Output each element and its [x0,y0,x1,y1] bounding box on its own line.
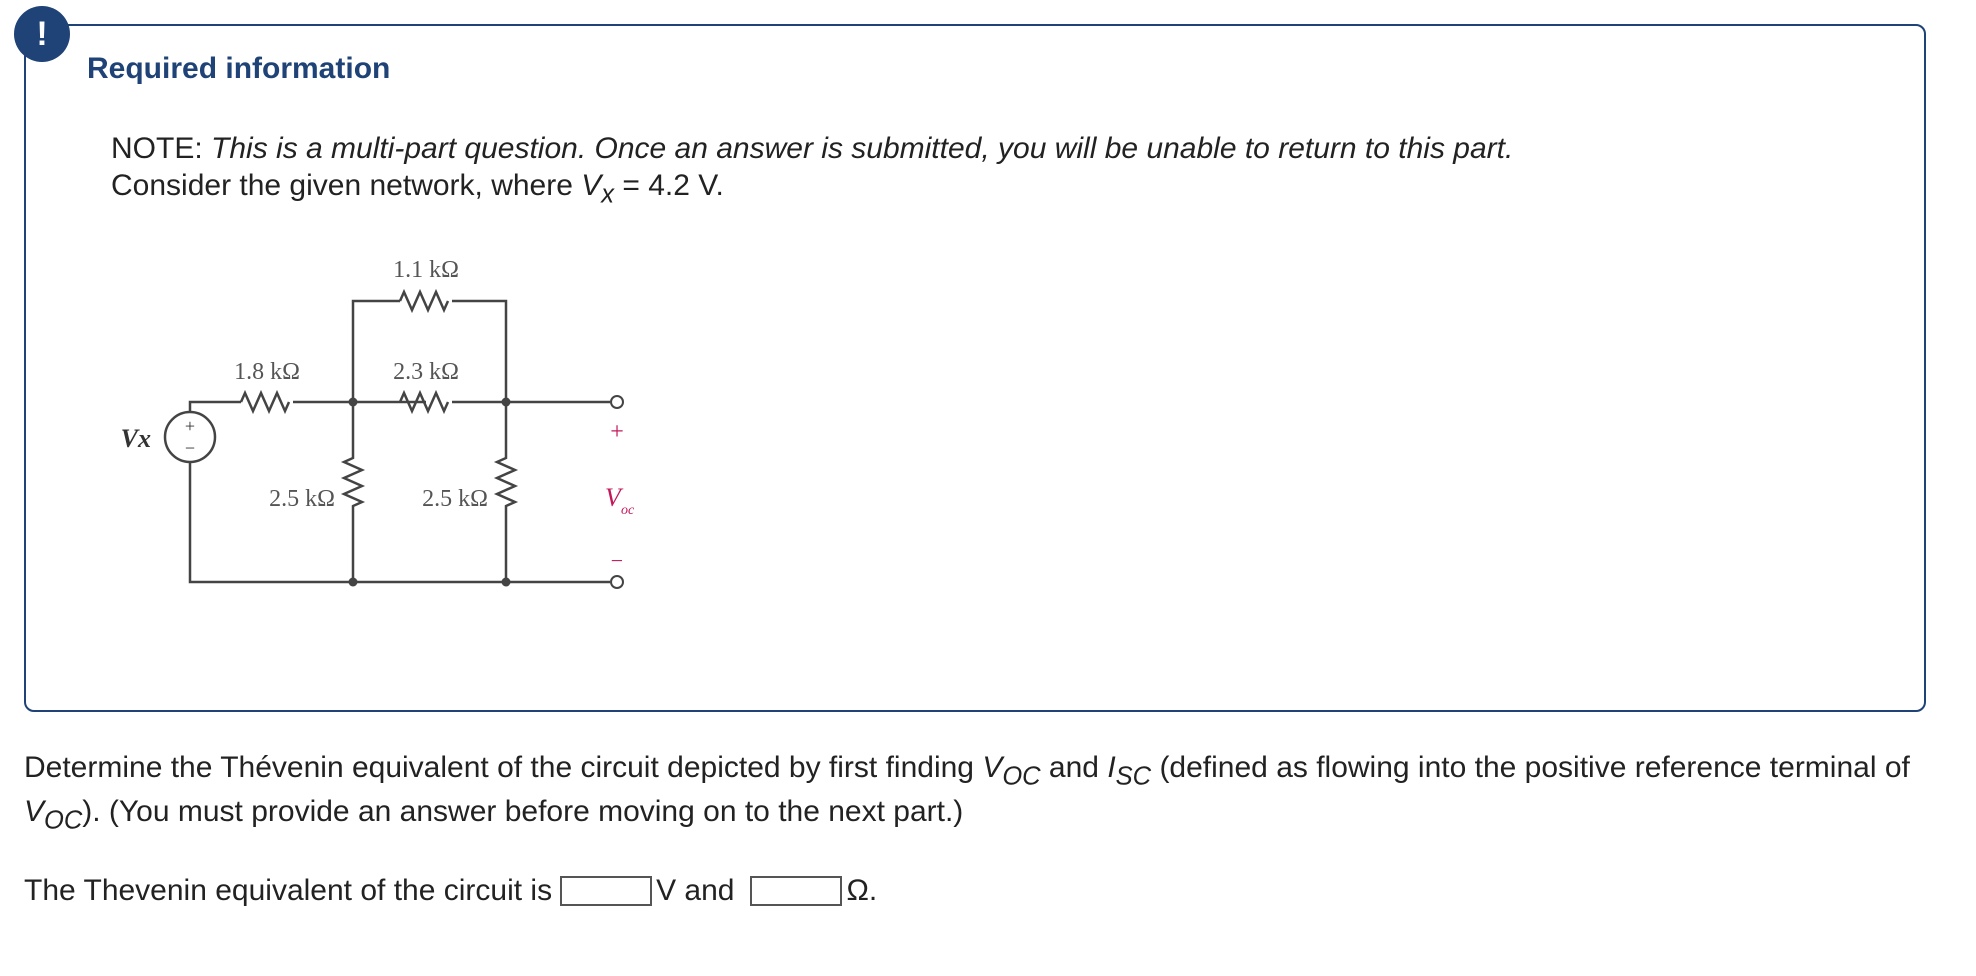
voltage-answer-input[interactable] [560,876,652,906]
unit-ohms: Ω. [846,874,878,907]
exclamation-icon: ! [14,6,70,62]
label-2.3k: 2.3 kΩ [393,359,459,385]
voc-symbol-text: V [982,751,1003,784]
voc-symbol: V [605,483,621,512]
isc-sub-text: SC [1115,762,1152,791]
consider-prefix: Consider the given network, where [111,169,582,202]
note-body: This is a multi-part question. Once an answer is submitted, you will be unable to return to this part. [211,132,1514,165]
terminal-negative [611,576,623,588]
question-part4: ). (You must provide an answer before moving on to the next part.) [82,795,964,828]
source-minus: − [184,438,196,458]
isc-symbol-text: I [1107,751,1116,784]
note-text [111,132,1513,166]
question-part2: and [1040,751,1108,784]
source-label: Vx [120,424,151,453]
node-b [502,398,511,407]
voc2-symbol-text: V [24,795,45,828]
resistor-1.1k [400,292,448,310]
output-plus: + [610,419,624,445]
question-part1: Determine the Thévenin equivalent of the circuit depicted by first finding [24,751,983,784]
circuit-diagram [110,250,650,610]
wire-source-top [190,402,241,412]
wire-top-right [452,301,506,402]
question-text [24,746,1934,834]
wire-top-left [353,301,400,402]
node-c [349,578,358,587]
terminal-positive [611,396,623,408]
info-title: Required information [87,52,391,85]
question-part3: (defined as flowing into the positive reference terminal of [1151,751,1910,784]
resistor-1.8k [241,393,289,411]
output-minus: − [610,548,624,573]
circuit-wires [190,292,610,582]
resistance-answer-input[interactable] [750,876,842,906]
label-2.5k-2: 2.5 kΩ [422,486,488,512]
node-a [349,398,358,407]
answer-prefix: The Thevenin equivalent of the circuit is [24,874,553,907]
wire-bottom-rail [190,462,610,582]
label-2.5k-1: 2.5 kΩ [269,486,335,512]
resistor-2.5k-shunt-1 [344,402,362,582]
voc-sub: oc [621,503,635,518]
vx-sub: x [601,180,615,209]
resistor-2.3k [400,393,448,411]
source-plus: + [184,416,196,436]
voc-sub-text: OC [1002,762,1041,791]
vx-value: = 4.2 V. [614,169,724,202]
note-label: NOTE: [111,132,212,165]
resistor-2.5k-shunt-2 [497,402,515,582]
node-d [502,578,511,587]
unit-volts-and: V and [656,874,735,907]
voc2-sub-text: OC [44,806,83,835]
label-1.8k: 1.8 kΩ [234,359,300,385]
vx-symbol: V [581,169,602,202]
consider-text [111,169,724,209]
answer-line [24,874,877,908]
label-1.1k: 1.1 kΩ [393,257,459,283]
